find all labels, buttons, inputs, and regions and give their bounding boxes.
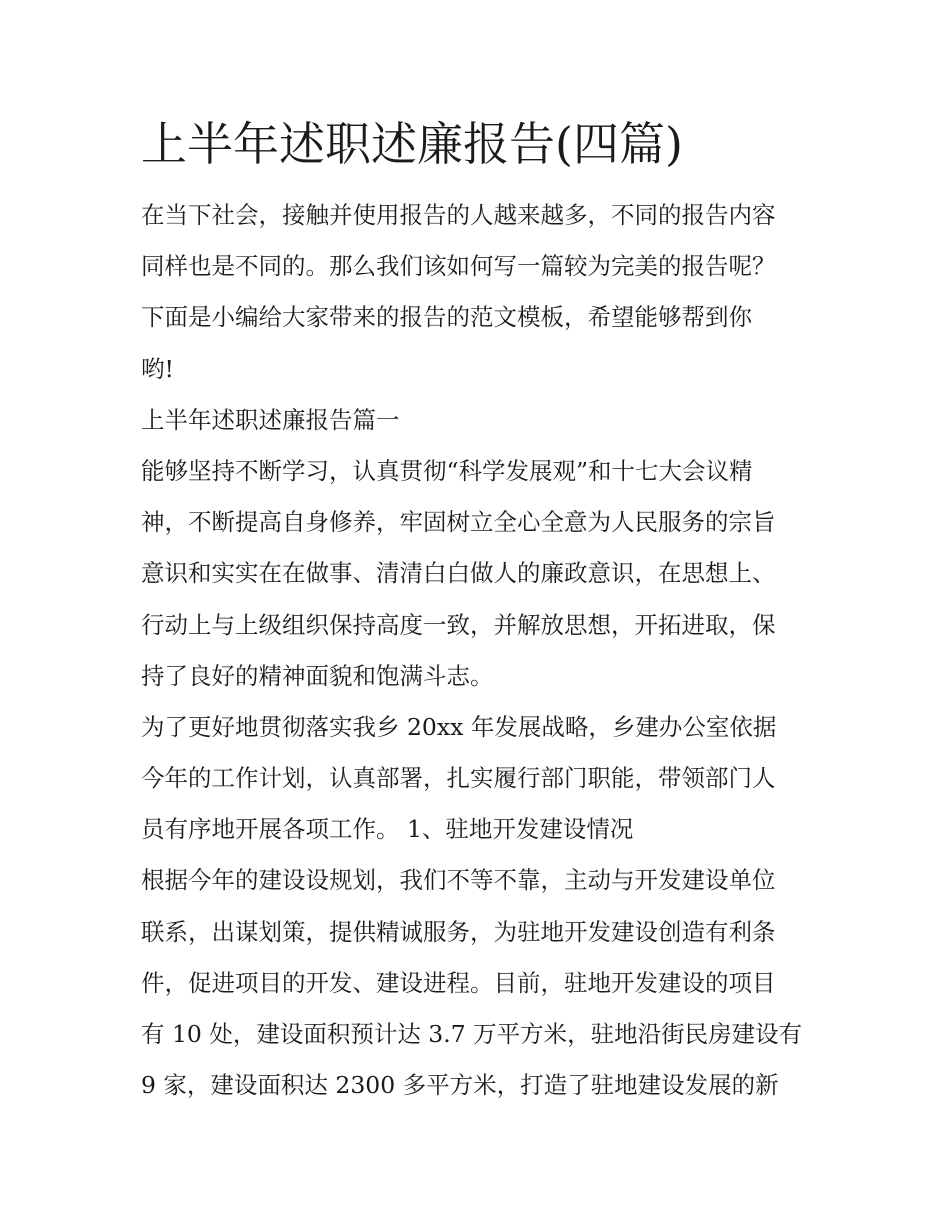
- paragraph-line: 持了良好的精神面貌和饱满斗志。: [141, 661, 494, 690]
- paragraph-line: 件，促进项目的开发、建设进程。目前，驻地开发建设的项目: [141, 968, 776, 997]
- paragraph-study: [141, 446, 821, 702]
- paragraph-line: 为了更好地贯彻落实我乡 20xx 年发展战略，乡建办公室依据: [141, 712, 777, 741]
- paragraph-strategy: [141, 702, 821, 856]
- paragraph-line: 联系，出谋划策，提供精诚服务，为驻地开发建设创造有利条: [141, 917, 776, 946]
- paragraph-line: 行动上与上级组织保持高度一致，并解放思想，开拓进取，保: [141, 610, 776, 639]
- paragraph-line: 9 家，建设面积达 2300 多平方米，打造了驻地建设发展的新: [141, 1071, 779, 1100]
- paragraph-line: 今年的工作计划，认真部署，扎实履行部门职能，带领部门人: [141, 764, 776, 793]
- paragraph-line: 员有序地开展各项工作。 1、驻地开发建设情况: [141, 815, 634, 844]
- intro-line: 哟!: [141, 354, 174, 383]
- intro-line: 在当下社会，接触并使用报告的人越来越多，不同的报告内容: [141, 201, 776, 229]
- paragraph-construction: [141, 855, 821, 1111]
- section-heading-block: [141, 395, 821, 446]
- intro-paragraph: [141, 190, 821, 395]
- paragraph-line: 神，不断提高自身修养，牢固树立全心全意为人民服务的宗旨: [141, 508, 776, 537]
- paragraph-line: 意识和实实在在做事、清清白白做人的廉政意识，在思想上、: [141, 559, 776, 588]
- intro-line: 下面是小编给大家带来的报告的范文模板，希望能够帮到你: [141, 303, 752, 332]
- document-body: [141, 112, 821, 1111]
- paragraph-line: 能够坚持不断学习，认真贯彻“科学发展观”和十七大会议精: [141, 456, 753, 485]
- paragraph-line: 根据今年的建设设规划，我们不等不靠，主动与开发建设单位: [141, 866, 776, 895]
- section-heading: 上半年述职述廉报告篇一: [141, 405, 400, 434]
- intro-line: 同样也是不同的。那么我们该如何写一篇较为完美的报告呢？: [141, 252, 776, 281]
- paragraph-line: 有 10 处，建设面积预计达 3.7 万平方米，驻地沿街民房建设有: [141, 1020, 803, 1048]
- document-title: 上半年述职述廉报告(四篇): [141, 117, 683, 171]
